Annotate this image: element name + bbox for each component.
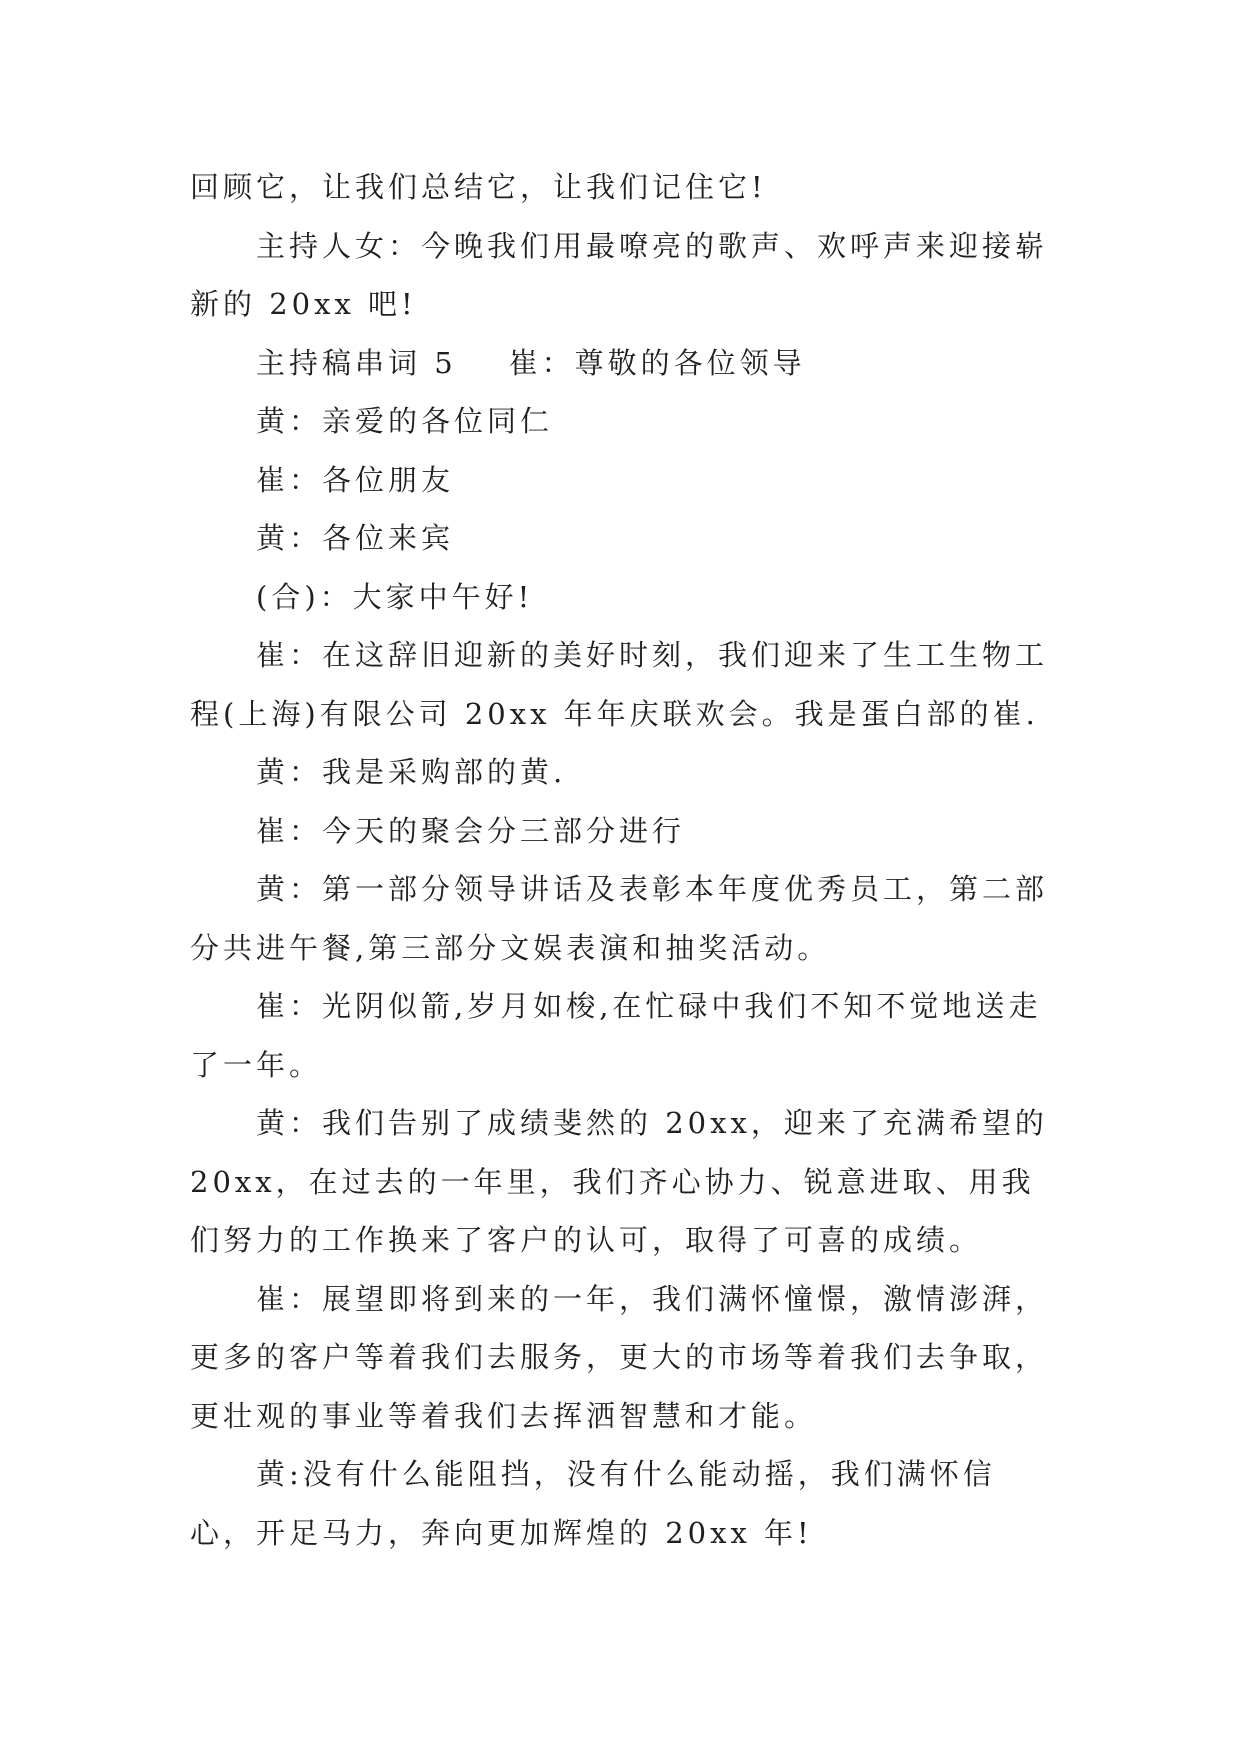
paragraph: 崔：各位朋友 [256, 462, 455, 497]
document-body [190, 158, 1050, 1562]
script-section-title: 主持稿串词 5 [256, 345, 457, 380]
paragraph: 黄：亲爱的各位同仁 [256, 404, 554, 438]
paragraph: 崔：展望即将到来的一年，我们满怀憧憬，激情澎湃，更多的客户等着我们去服务，更大的市场等着我们去争取，更壮观的事业等着我们去挥洒智慧和才能。 [190, 1281, 1049, 1433]
paragraph-heading-line [190, 334, 1050, 393]
paragraph: 黄：第一部分领导讲话及表彰本年度优秀员工，第二部分共进午餐,第三部分文娱表演和抽奖活动。 [190, 872, 1049, 965]
paragraph: (合)：大家中午好! [256, 579, 534, 614]
paragraph: 黄：各位来宾 [256, 521, 455, 555]
paragraph: 崔：今天的聚会分三部分进行 [256, 813, 686, 848]
paragraph: 主持人女：今晚我们用最嘹亮的歌声、欢呼声来迎接崭新的 20xx 吧! [190, 228, 1049, 321]
paragraph: 黄：我们告别了成绩斐然的 20xx，迎来了充满希望的 20xx，在过去的一年里，我们齐心协力、锐意进取、用我们努力的工作换来了客户的认可，取得了可喜的成绩。 [190, 1106, 1048, 1257]
paragraph: 崔：光阴似箭,岁月如梭,在忙碌中我们不知不觉地送走了一年。 [190, 989, 1042, 1082]
paragraph: 黄:没有什么能阻挡，没有什么能动摇，我们满怀信心，开足马力，奔向更加辉煌的 20xx 年! [190, 1457, 996, 1550]
paragraph: 回顾它，让我们总结它，让我们记住它! [190, 170, 767, 204]
paragraph: 崔：在这辞旧迎新的美好时刻，我们迎来了生工生物工程(上海)有限公司 20xx 年年庆联欢会。我是蛋白部的崔. [190, 638, 1049, 731]
paragraph: 黄：我是采购部的黄. [256, 755, 567, 789]
speaker-line: 崔：尊敬的各位领导 [508, 345, 806, 380]
